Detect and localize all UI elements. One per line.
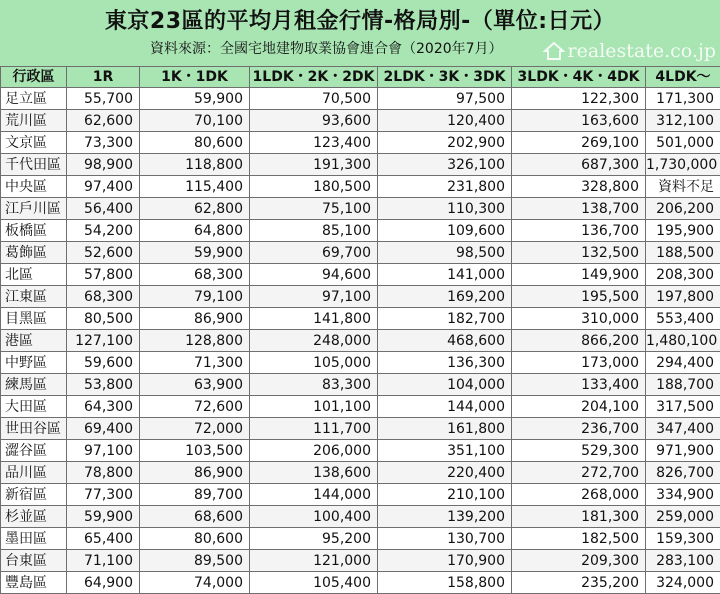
rent-value-cell: 120,400: [378, 110, 512, 132]
district-name-cell: 品川區: [1, 462, 67, 484]
rent-value-cell: 80,500: [67, 308, 140, 330]
rent-value-cell: 121,000: [250, 550, 378, 572]
table-row: [1, 528, 720, 550]
district-name-cell: 足立區: [1, 88, 67, 110]
rent-value-cell: 171,300: [646, 88, 720, 110]
rent-value-cell: 268,000: [512, 484, 646, 506]
rent-value-cell: 971,900: [646, 440, 720, 462]
district-name-cell: 江戶川區: [1, 198, 67, 220]
rent-value-cell: 138,600: [250, 462, 378, 484]
rent-value-cell: 269,100: [512, 132, 646, 154]
rent-value-cell: 115,400: [140, 176, 250, 198]
rent-value-cell: 73,300: [67, 132, 140, 154]
table-row: [1, 176, 720, 198]
rent-value-cell: 220,400: [378, 462, 512, 484]
page-title: 東京23區的平均月租金行情-格局別-（單位:日元）: [104, 9, 616, 34]
table-row: [1, 132, 720, 154]
rent-value-cell: 501,000: [646, 132, 720, 154]
rent-value-cell: 71,300: [140, 352, 250, 374]
district-name-cell: 千代田區: [1, 154, 67, 176]
rent-value-cell: 272,700: [512, 462, 646, 484]
rent-value-cell: 59,900: [140, 88, 250, 110]
rent-value-cell: 68,300: [140, 264, 250, 286]
rent-value-cell: 68,300: [67, 286, 140, 308]
table-row: [1, 462, 720, 484]
table-row: [1, 352, 720, 374]
rent-value-cell: 161,800: [378, 418, 512, 440]
column-header: 3LDK・4K・4DK: [512, 67, 646, 88]
rent-value-cell: 104,000: [378, 374, 512, 396]
rent-value-cell: 64,300: [67, 396, 140, 418]
rent-value-cell: 195,900: [646, 220, 720, 242]
rent-value-cell: 158,800: [378, 572, 512, 594]
rent-value-cell: 97,500: [378, 88, 512, 110]
rent-value-cell: 235,200: [512, 572, 646, 594]
rent-value-cell: 62,600: [67, 110, 140, 132]
rent-value-cell: 98,900: [67, 154, 140, 176]
district-name-cell: 江東區: [1, 286, 67, 308]
table-row: [1, 198, 720, 220]
rent-value-cell: 59,600: [67, 352, 140, 374]
rent-value-cell: 283,100: [646, 550, 720, 572]
rent-value-cell: 53,800: [67, 374, 140, 396]
column-header: 4LDK～: [646, 67, 720, 88]
rent-value-cell: 86,900: [140, 308, 250, 330]
rent-value-cell: 197,800: [646, 286, 720, 308]
rent-value-cell: 68,600: [140, 506, 250, 528]
rent-value-cell: 132,500: [512, 242, 646, 264]
rent-value-cell: 57,800: [67, 264, 140, 286]
rent-value-cell: 182,500: [512, 528, 646, 550]
rent-value-cell: 69,400: [67, 418, 140, 440]
rent-value-cell: 93,600: [250, 110, 378, 132]
rent-value-cell: 136,700: [512, 220, 646, 242]
rent-value-cell: 326,100: [378, 154, 512, 176]
district-name-cell: 練馬區: [1, 374, 67, 396]
rent-value-cell: 182,700: [378, 308, 512, 330]
rent-value-cell: 70,500: [250, 88, 378, 110]
district-name-cell: 板橋區: [1, 220, 67, 242]
district-name-cell: 墨田區: [1, 528, 67, 550]
column-header: 2LDK・3K・3DK: [378, 67, 512, 88]
district-name-cell: 新宿區: [1, 484, 67, 506]
rent-value-cell: 529,300: [512, 440, 646, 462]
rent-value-cell: 328,800: [512, 176, 646, 198]
table-row: [1, 396, 720, 418]
rent-value-cell: 95,200: [250, 528, 378, 550]
table-header-row: [1, 67, 720, 88]
rent-value-cell: 553,400: [646, 308, 720, 330]
table-row: [1, 330, 720, 352]
district-name-cell: 澀谷區: [1, 440, 67, 462]
table-row: [1, 572, 720, 594]
table-row: [1, 154, 720, 176]
rent-value-cell: 63,900: [140, 374, 250, 396]
rent-value-cell: 69,700: [250, 242, 378, 264]
rent-value-cell: 231,800: [378, 176, 512, 198]
rent-value-cell: 105,400: [250, 572, 378, 594]
rent-value-cell: 75,100: [250, 198, 378, 220]
column-header: 行政區: [1, 67, 67, 88]
rent-value-cell: 133,400: [512, 374, 646, 396]
rent-value-cell: 83,300: [250, 374, 378, 396]
rent-value-cell: 123,400: [250, 132, 378, 154]
rent-value-cell: 144,000: [378, 396, 512, 418]
rent-value-cell: 80,600: [140, 528, 250, 550]
district-name-cell: 台東區: [1, 550, 67, 572]
district-name-cell: 中央區: [1, 176, 67, 198]
table-row: [1, 440, 720, 462]
rent-value-cell: 141,800: [250, 308, 378, 330]
rent-value-cell: 72,000: [140, 418, 250, 440]
rent-value-cell: 188,700: [646, 374, 720, 396]
table-row: [1, 308, 720, 330]
page-header: [0, 0, 720, 66]
column-header: 1LDK・2K・2DK: [250, 67, 378, 88]
column-header: 1K・1DK: [140, 67, 250, 88]
rent-value-cell: 97,400: [67, 176, 140, 198]
rent-value-cell: 334,900: [646, 484, 720, 506]
rent-value-cell: 210,100: [378, 484, 512, 506]
rent-value-cell: 55,700: [67, 88, 140, 110]
table-row: [1, 484, 720, 506]
rent-value-cell: 64,900: [67, 572, 140, 594]
table-row: [1, 418, 720, 440]
rent-value-cell: 111,700: [250, 418, 378, 440]
district-name-cell: 豐島區: [1, 572, 67, 594]
house-icon: [543, 41, 565, 61]
rent-value-cell: 468,600: [378, 330, 512, 352]
rent-value-cell: 62,800: [140, 198, 250, 220]
rent-value-cell: 64,800: [140, 220, 250, 242]
rent-value-cell: 312,100: [646, 110, 720, 132]
rent-value-cell: 1,730,000: [646, 154, 720, 176]
rent-value-cell: 351,100: [378, 440, 512, 462]
rent-value-cell: 122,300: [512, 88, 646, 110]
rent-value-cell: 74,000: [140, 572, 250, 594]
rent-value-cell: 259,000: [646, 506, 720, 528]
table-row: [1, 374, 720, 396]
rent-value-cell: 85,100: [250, 220, 378, 242]
district-name-cell: 世田谷區: [1, 418, 67, 440]
rent-value-cell: 687,300: [512, 154, 646, 176]
district-name-cell: 港區: [1, 330, 67, 352]
rent-value-cell: 資料不足: [646, 176, 720, 198]
rent-value-cell: 138,700: [512, 198, 646, 220]
rent-value-cell: 130,700: [378, 528, 512, 550]
rent-value-cell: 826,700: [646, 462, 720, 484]
rent-value-cell: 127,100: [67, 330, 140, 352]
rent-value-cell: 202,900: [378, 132, 512, 154]
table-row: [1, 110, 720, 132]
watermark-logo: [543, 40, 716, 62]
rent-value-cell: 56,400: [67, 198, 140, 220]
table-body: [1, 88, 720, 594]
rent-value-cell: 77,300: [67, 484, 140, 506]
rent-value-cell: 52,600: [67, 242, 140, 264]
district-name-cell: 大田區: [1, 396, 67, 418]
rent-value-cell: 317,500: [646, 396, 720, 418]
rent-value-cell: 1,480,100: [646, 330, 720, 352]
column-header: 1R: [67, 67, 140, 88]
rent-value-cell: 97,100: [67, 440, 140, 462]
rent-value-cell: 109,600: [378, 220, 512, 242]
table-row: [1, 286, 720, 308]
rent-value-cell: 79,100: [140, 286, 250, 308]
rent-value-cell: 159,300: [646, 528, 720, 550]
rent-value-cell: 141,000: [378, 264, 512, 286]
rent-value-cell: 347,400: [646, 418, 720, 440]
table-row: [1, 550, 720, 572]
district-name-cell: 荒川區: [1, 110, 67, 132]
logo-text: realestate.co.jp: [567, 40, 716, 62]
rent-value-cell: 195,500: [512, 286, 646, 308]
rent-value-cell: 71,100: [67, 550, 140, 572]
rent-value-cell: 110,300: [378, 198, 512, 220]
rent-value-cell: 89,500: [140, 550, 250, 572]
table-row: [1, 220, 720, 242]
district-name-cell: 葛飾區: [1, 242, 67, 264]
rent-value-cell: 208,300: [646, 264, 720, 286]
rent-value-cell: 206,200: [646, 198, 720, 220]
rent-value-cell: 97,100: [250, 286, 378, 308]
rent-value-cell: 105,000: [250, 352, 378, 374]
table-row: [1, 506, 720, 528]
district-name-cell: 北區: [1, 264, 67, 286]
rent-value-cell: 86,900: [140, 462, 250, 484]
rent-value-cell: 70,100: [140, 110, 250, 132]
source-note: 資料來源：全國宅地建物取業協會連合會（2020年7月）: [150, 41, 503, 57]
rent-value-cell: 98,500: [378, 242, 512, 264]
rent-value-cell: 65,400: [67, 528, 140, 550]
rent-value-cell: 72,600: [140, 396, 250, 418]
rent-value-cell: 163,600: [512, 110, 646, 132]
rent-value-cell: 188,500: [646, 242, 720, 264]
rent-value-cell: 294,400: [646, 352, 720, 374]
rent-value-cell: 100,400: [250, 506, 378, 528]
district-name-cell: 文京區: [1, 132, 67, 154]
rent-value-cell: 144,000: [250, 484, 378, 506]
rent-value-cell: 170,900: [378, 550, 512, 572]
rent-value-cell: 78,800: [67, 462, 140, 484]
rent-value-cell: 866,200: [512, 330, 646, 352]
rent-value-cell: 118,800: [140, 154, 250, 176]
rent-value-cell: 191,300: [250, 154, 378, 176]
rent-value-cell: 149,900: [512, 264, 646, 286]
rent-value-cell: 310,000: [512, 308, 646, 330]
rent-table: [0, 66, 720, 594]
rent-value-cell: 94,600: [250, 264, 378, 286]
rent-value-cell: 180,500: [250, 176, 378, 198]
rent-value-cell: 169,200: [378, 286, 512, 308]
rent-value-cell: 136,300: [378, 352, 512, 374]
table-row: [1, 242, 720, 264]
rent-value-cell: 89,700: [140, 484, 250, 506]
rent-value-cell: 103,500: [140, 440, 250, 462]
rent-value-cell: 101,100: [250, 396, 378, 418]
rent-value-cell: 54,200: [67, 220, 140, 242]
rent-value-cell: 128,800: [140, 330, 250, 352]
table-row: [1, 88, 720, 110]
rent-value-cell: 248,000: [250, 330, 378, 352]
rent-value-cell: 173,000: [512, 352, 646, 374]
district-name-cell: 中野區: [1, 352, 67, 374]
rent-value-cell: 204,100: [512, 396, 646, 418]
rent-value-cell: 236,700: [512, 418, 646, 440]
rent-value-cell: 209,300: [512, 550, 646, 572]
rent-value-cell: 59,900: [140, 242, 250, 264]
table-row: [1, 264, 720, 286]
rent-value-cell: 139,200: [378, 506, 512, 528]
district-name-cell: 杉並區: [1, 506, 67, 528]
rent-value-cell: 206,000: [250, 440, 378, 462]
rent-value-cell: 181,300: [512, 506, 646, 528]
rent-value-cell: 59,900: [67, 506, 140, 528]
rent-value-cell: 324,000: [646, 572, 720, 594]
rent-value-cell: 80,600: [140, 132, 250, 154]
district-name-cell: 目黑區: [1, 308, 67, 330]
